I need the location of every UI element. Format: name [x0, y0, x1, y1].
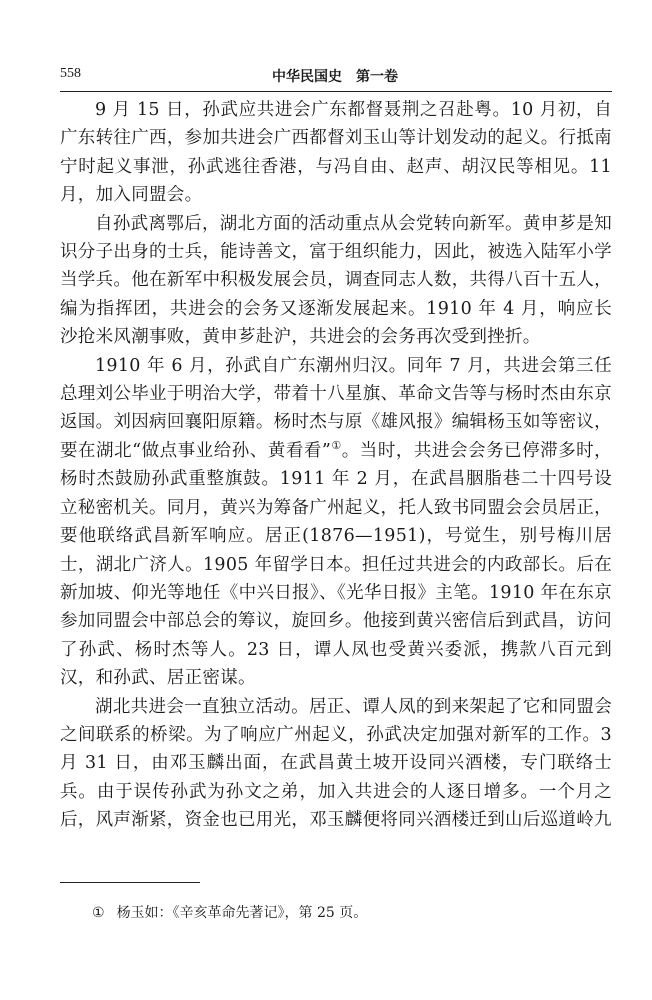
footnote-reference[interactable]: ① [331, 439, 342, 453]
paragraph-4: 湖北共进会一直独立活动。居正、谭人凤的到来架起了它和同盟会之间联系的桥梁。为了响应广州起义，孙武决定加强对新军的工作。3 月 31 日，由邓玉麟出面，在武昌黄土坡开设同兴酒楼，专门联络士兵。由于误传孙武为孙文之弟，加入共进会的人逐日增多。一个月之后，风声渐紧，资金也已用光，邓玉麟便将同兴酒楼迁到山后巡道岭九 [60, 696, 612, 831]
footnote-mark: ① [92, 905, 105, 921]
paragraph-1: 9 月 15 日，孙武应共进会广东都督聂荆之召赴粤。10 月初，自广东转往广西，参加共进会广西都督刘玉山等计划发动的起义。行抵南宁时起义事泄，孙武逃往香港，与冯自由、赵声、胡汉民等相见。11 月，加入同盟会。 [60, 100, 612, 206]
footnote-separator [60, 882, 200, 883]
footnote-text: 杨玉如：《辛亥革命先著记》，第 25 页。 [116, 905, 368, 921]
paragraph-3-text-before-note: 1910 年 6 月，孙武自广东潮州归汉。同年 7 月，共进会第三任总理刘公毕业于明治大学，带着十八星旗、革命文告等与杨时杰由东京返国。刘因病回襄阳原籍。杨时杰与原《雄风报》编辑杨玉如等密议，要在湖北“做点事业给孙、黄看看” [60, 355, 612, 461]
paragraph-3-text-after-note: 。当时，共进会会务已停滞多时，杨时杰鼓励孙武重整旗鼓。1911 年 2 月，在武昌胭脂巷二十四号设立秘密机关。同月，黄兴为筹备广州起义，托人致书同盟会会员居正，要他联络武昌新军响应。居正(1876—1951)，号觉生，别号梅川居士，湖北广济人。1905 年留学日本。担任过共进会的内政部长。后在新加坡、仰光等地任《中兴日报》、《光华日报》主笔。1910 年在东京参加同盟会中部总会的筹议，旋回乡。他接到黄兴密信后到武昌，访问了孙武、杨时杰等人。23 日，谭人凤也受黄兴委派，携款八百元到汉，和孙武、居正密谋。 [60, 440, 612, 689]
body-text [60, 96, 612, 835]
footnote [92, 903, 367, 923]
paragraph-3 [60, 352, 612, 693]
header-rule [60, 91, 612, 92]
page-header [60, 66, 610, 86]
running-title: 中华民国史 第一卷 [272, 69, 398, 85]
paragraph-2: 自孙武离鄂后，湖北方面的活动重点从会党转向新军。黄申芗是知识分子出身的士兵，能诗善文，富于组织能力，因此，被选入陆军小学当学兵。他在新军中积极发展会员，调查同志人数，共得八百十五人，编为指挥团，共进会的会务又逐渐发展起来。1910 年 4 月，响应长沙抢米风潮事败，黄申芗赴沪，共进会的会务再次受到挫折。 [60, 213, 612, 348]
page-number: 558 [60, 66, 81, 81]
